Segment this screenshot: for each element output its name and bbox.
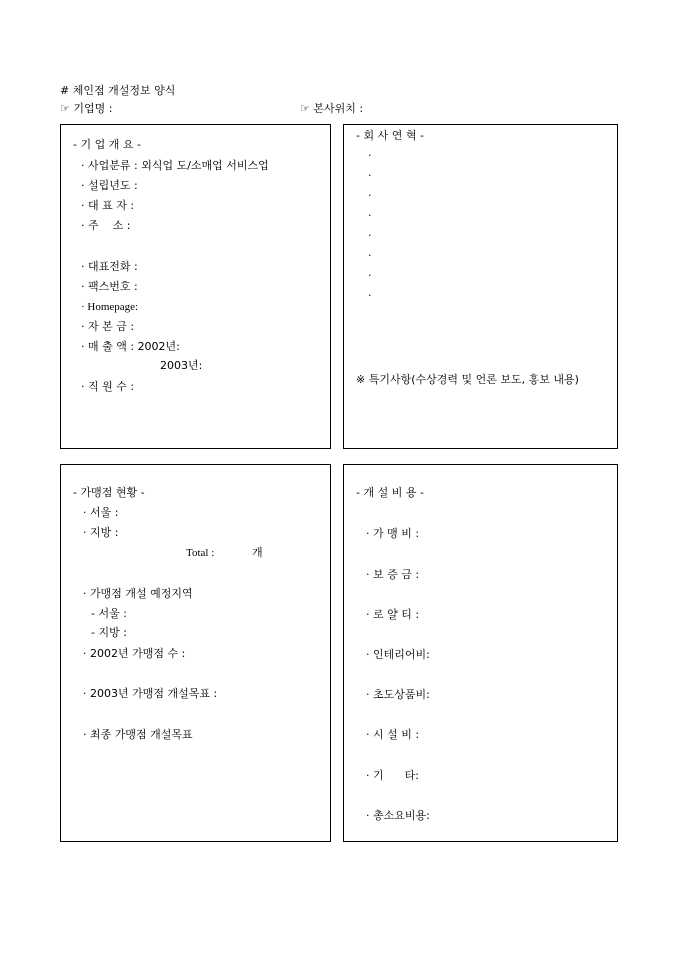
franchise-status-heading: - 가맹점 현황 -	[73, 486, 145, 499]
total-cost-field: · 총소요비용:	[366, 809, 430, 822]
planned-region-field: - 지방 :	[91, 626, 127, 639]
history-bullet: ·	[368, 169, 372, 182]
initial-goods-field: · 초도상품비:	[366, 688, 430, 701]
target-2003-field: · 2003년 가맹점 개설목표 :	[83, 687, 218, 700]
planned-seoul-field: - 서울 :	[91, 607, 127, 620]
company-overview-box	[60, 124, 331, 449]
special-notes: ※ 특기사항(수상경력 및 언론 보도, 홍보 내용)	[356, 373, 579, 386]
final-target-field: · 최종 가맹점 개설목표	[83, 728, 193, 741]
seoul-count-field: · 서울 :	[83, 506, 119, 519]
founding-year-field: · 설립년도 :	[81, 179, 138, 192]
deposit-field: · 보 증 금 :	[366, 568, 420, 581]
employees-field: · 직 원 수 :	[81, 380, 135, 393]
planned-regions-field: · 가맹점 개설 예정지역	[83, 587, 193, 600]
capital-field: · 자 본 금 :	[81, 320, 135, 333]
company-overview-heading: - 기 업 개 요 -	[73, 138, 141, 151]
facility-cost-field: · 시 설 비 :	[366, 728, 420, 741]
franchises-2002-field: · 2002년 가맹점 수 :	[83, 647, 186, 660]
history-bullet: ·	[368, 269, 372, 282]
homepage-field: · Homepage:	[81, 301, 139, 313]
history-bullet: ·	[368, 229, 372, 242]
franchise-fee-field: · 가 맹 비 :	[366, 527, 420, 540]
other-cost-field: · 기 타:	[366, 769, 419, 782]
history-bullet: ·	[368, 249, 372, 262]
total-field: Total :	[186, 547, 215, 559]
franchise-status-box	[60, 464, 331, 842]
royalty-field: · 로 얄 티 :	[366, 608, 420, 621]
history-bullet: ·	[368, 209, 372, 222]
ceo-field: · 대 표 자 :	[81, 199, 135, 212]
phone-field: · 대표전화 :	[81, 260, 138, 273]
unit-label: 개	[252, 546, 263, 559]
fax-field: · 팩스번호 :	[81, 280, 138, 293]
address-field: · 주 소 :	[81, 219, 131, 232]
sales-2003-field: 2003년:	[160, 359, 203, 372]
history-bullet: ·	[368, 189, 372, 202]
opening-costs-box	[343, 464, 618, 842]
company-name-label: ☞ 기업명 :	[60, 102, 113, 115]
history-bullet: ·	[368, 149, 372, 162]
sales-2002-field: · 매 출 액 : 2002년:	[81, 340, 180, 353]
region-count-field: · 지방 :	[83, 526, 119, 539]
business-category-field: · 사업분류 : 외식업 도/소매업 서비스업	[81, 159, 269, 172]
history-bullet: ·	[368, 289, 372, 302]
company-history-heading: - 회 사 연 혁 -	[356, 129, 424, 142]
interior-cost-field: · 인테리어비:	[366, 648, 430, 661]
hq-location-label: ☞ 본사위치 :	[300, 102, 364, 115]
form-title: # 체인점 개설정보 양식	[60, 84, 176, 97]
opening-costs-heading: - 개 설 비 용 -	[356, 486, 424, 499]
company-history-box	[343, 124, 618, 449]
